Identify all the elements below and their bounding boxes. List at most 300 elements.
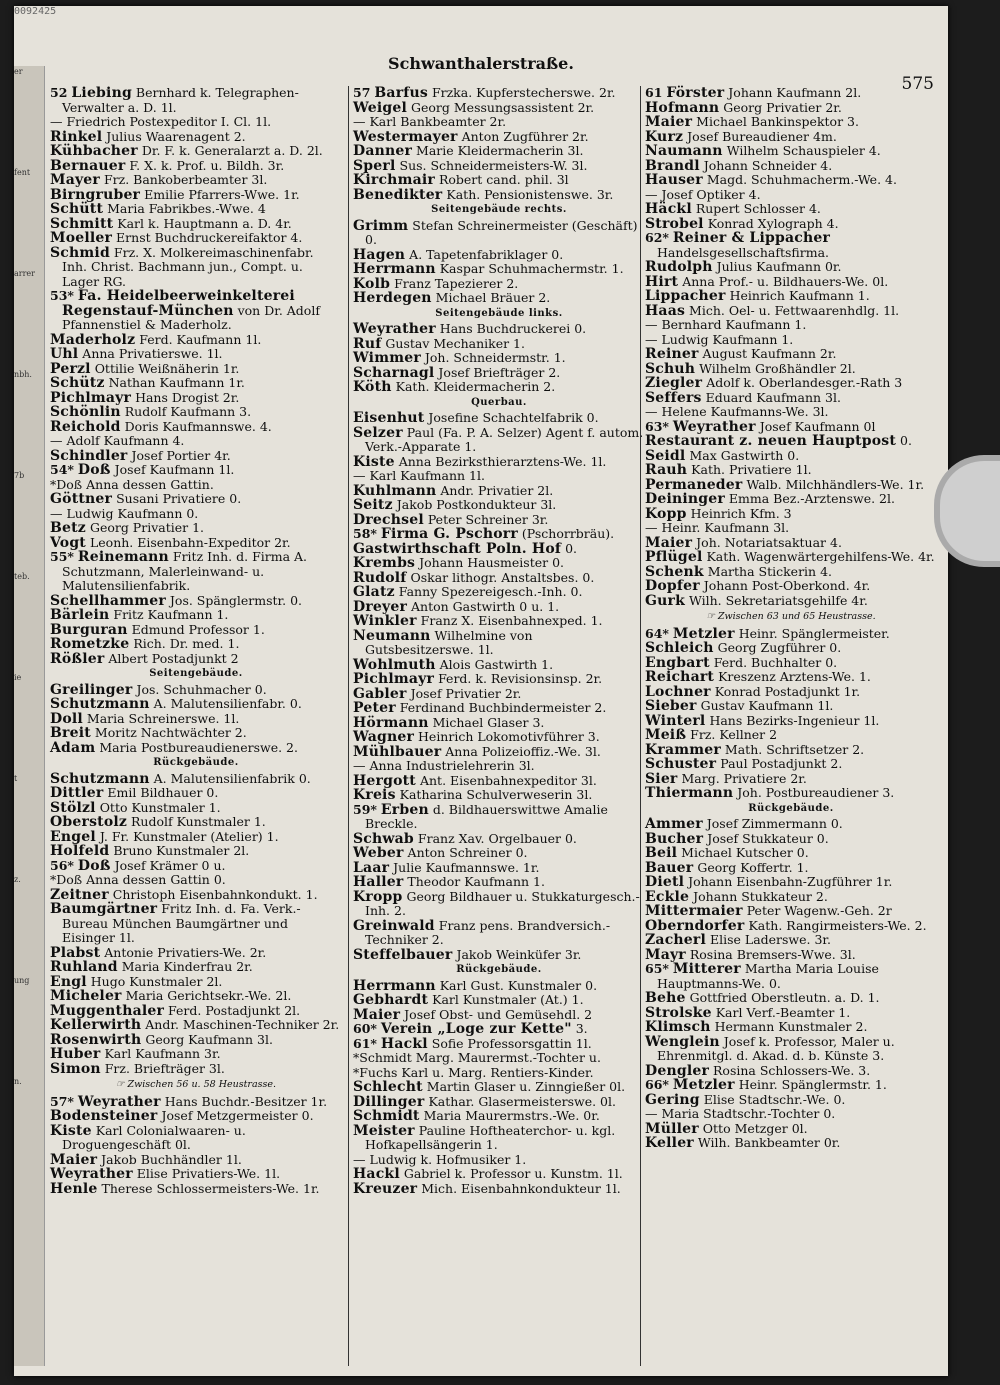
- resident-name: Schmid: [50, 244, 110, 261]
- entry-details: Franz Xav. Orgelbauer 0.: [417, 830, 577, 846]
- directory-entry: [50, 347, 342, 362]
- directory-entry: [50, 550, 342, 594]
- entry-details: Joh. Notariatsaktuar 4.: [696, 534, 842, 550]
- entry-details: Marg. Privatiere 2r.: [681, 770, 807, 786]
- directory-entry: [353, 788, 645, 803]
- entry-details: Josef Krämer 0 u.: [114, 857, 226, 873]
- directory-entry: [50, 1047, 342, 1062]
- directory-entry: [645, 641, 937, 656]
- resident-name: Gastwirthschaft Poln. Hof: [353, 540, 562, 557]
- directory-entry: [645, 449, 937, 464]
- resident-name: Huber: [50, 1046, 101, 1062]
- resident-name: Seitz: [353, 497, 393, 513]
- resident-name: Eckle: [645, 888, 690, 905]
- directory-entry: [645, 565, 937, 580]
- directory-entry: [353, 277, 645, 292]
- entry-details: Maria Gerichtsekr.-We. 2l.: [125, 988, 292, 1003]
- entry-details: Julius Kaufmann 0r.: [716, 259, 842, 274]
- house-number: 63*: [645, 418, 669, 434]
- entry-details: *Fuchs Karl u. Marg. Rentiers-Kinder.: [353, 1064, 594, 1080]
- entry-details: — Ludwig k. Hofmusiker 1.: [353, 1151, 527, 1167]
- entry-details: Otto Kunstmaler 1.: [99, 799, 221, 815]
- directory-entry: [353, 291, 645, 306]
- entry-details: Andr. Privatier 2l.: [440, 482, 554, 498]
- directory-entry: [645, 772, 937, 787]
- entry-details: Ottilie Weißnäherin 1r.: [94, 360, 240, 376]
- house-number: 61: [645, 85, 663, 100]
- entry-details: Rich. Dr. med. 1.: [133, 636, 240, 651]
- house-number: 65*: [645, 961, 669, 976]
- resident-name: Wenglein: [645, 1033, 720, 1050]
- directory-entry: [50, 844, 342, 859]
- directory-entry: [353, 322, 645, 337]
- resident-name: Betz: [50, 520, 86, 536]
- resident-name: Birngruber: [50, 186, 141, 203]
- resident-name: Metzler: [672, 625, 735, 642]
- directory-entry: [645, 492, 937, 507]
- resident-name: Kühbacher: [50, 143, 138, 159]
- edge-fragment: fent: [14, 168, 31, 177]
- directory-entry: [353, 846, 645, 861]
- directory-entry: [353, 993, 645, 1008]
- directory-entry: [645, 1093, 937, 1108]
- directory-entry: [353, 219, 645, 248]
- resident-name: Ziegler: [645, 375, 703, 391]
- resident-name: Doß: [77, 857, 111, 874]
- entry-details: Frz. Bankoberbeamter 3l.: [103, 172, 268, 187]
- entry-details: — Karl Kaufmann 1l.: [353, 468, 485, 483]
- directory-entry: [353, 687, 645, 702]
- directory-entry: [50, 376, 342, 391]
- entry-details: Josef Zimmermann 0.: [706, 816, 843, 831]
- entry-details: Hans Drogist 2r.: [135, 389, 240, 405]
- edge-fragment: er: [14, 67, 23, 76]
- directory-entry: [353, 188, 645, 203]
- resident-name: Beil: [645, 845, 678, 861]
- entry-details: — Ludwig Kaufmann 1.: [645, 331, 794, 347]
- entry-details: Gabriel k. Professor u. Kunstm. 1l.: [403, 1166, 623, 1181]
- entry-details: Michael Glaser 3.: [432, 714, 545, 730]
- resident-name: Pichlmayr: [353, 671, 435, 687]
- resident-name: Bauer: [645, 859, 694, 876]
- resident-name: Westermayer: [353, 128, 458, 145]
- entry-details: — Friedrich Postexpeditor I. Cl. 1l.: [50, 114, 272, 129]
- resident-name: Permaneder: [645, 476, 743, 493]
- directory-entry: [645, 861, 937, 876]
- entry-details: Ferd. Postadjunkt 2l.: [168, 1002, 301, 1018]
- resident-name: Dietl: [645, 874, 685, 890]
- resident-name: Zeitner: [50, 886, 109, 903]
- resident-name: Klimsch: [645, 1019, 711, 1035]
- house-number: 60*: [353, 1021, 377, 1036]
- section-heading: Seitengebäude.: [149, 668, 243, 679]
- entry-details: Math. Schriftsetzer 2.: [724, 741, 865, 757]
- resident-name: Meiß: [645, 727, 687, 743]
- resident-name: Muggenthaler: [50, 1002, 165, 1019]
- directory-entry: [50, 521, 342, 536]
- resident-name: Maier: [353, 1006, 401, 1023]
- resident-name: Reiner: [645, 346, 699, 362]
- resident-name: Lippacher: [645, 288, 726, 304]
- resident-name: Weyrather: [672, 418, 756, 435]
- resident-name: Herrmann: [353, 261, 436, 277]
- entry-details: Johann Kaufmann 2l.: [728, 85, 862, 100]
- directory-entry: [50, 801, 342, 816]
- directory-entry: [50, 86, 342, 115]
- entry-details: Max Gastwirth 0.: [689, 447, 800, 463]
- entry-details: Emma Bez.-Arztenswe. 2l.: [728, 491, 895, 506]
- resident-name: Naumann: [645, 143, 723, 159]
- house-number: 57: [353, 85, 371, 100]
- resident-name: Oberndorfer: [645, 917, 745, 934]
- directory-entry: [645, 991, 937, 1006]
- directory-entry: [50, 989, 342, 1004]
- directory-entry: [353, 101, 645, 116]
- resident-name: Rauh: [645, 462, 688, 478]
- resident-name: Adam: [50, 739, 96, 756]
- resident-name: Göttner: [50, 491, 113, 507]
- resident-name: Winkler: [353, 613, 417, 629]
- resident-name: Restaurant z. neuen Hauptpost: [645, 433, 897, 449]
- resident-name: Dopfer: [645, 578, 700, 594]
- directory-entry: [645, 933, 937, 948]
- resident-name: Rosenwirth: [50, 1031, 142, 1048]
- edge-fragment: arrer: [14, 269, 35, 278]
- directory-entry: [50, 434, 342, 449]
- directory-entry: [50, 1004, 342, 1019]
- resident-name: Strobel: [645, 215, 704, 232]
- house-number: 59*: [353, 801, 377, 817]
- directory-entry: [50, 405, 342, 420]
- resident-name: Maderholz: [50, 331, 136, 348]
- directory-entry: [50, 362, 342, 377]
- entry-details: Joh. Schneidermstr. 1.: [424, 350, 566, 365]
- entry-details: Gustav Mechaniker 1.: [385, 335, 525, 351]
- directory-entry: [353, 701, 645, 716]
- resident-name: Schuster: [645, 756, 717, 772]
- section-heading: Rückgebäude.: [153, 757, 239, 768]
- edge-fragment: ung: [14, 976, 30, 985]
- entry-details: Rosina Schlossers-We. 3.: [713, 1062, 871, 1078]
- entry-details: Martin Glaser u. Zinngießer 0l.: [426, 1079, 626, 1094]
- entry-details: Doris Kaufmannswe. 4.: [124, 418, 272, 434]
- resident-name: Rometzke: [50, 636, 130, 652]
- directory-entry: [645, 743, 937, 758]
- previous-page-edge: [14, 66, 45, 1366]
- entry-details: — Maria Stadtschr.-Tochter 0.: [645, 1106, 836, 1121]
- entry-details: Georg Kaufmann 3l.: [145, 1031, 273, 1047]
- entry-details: Dr. F. k. Generalarzt a. D. 2l.: [141, 143, 323, 158]
- entry-details: Martha Stickerin 4.: [707, 563, 833, 579]
- resident-name: Seidl: [645, 447, 686, 464]
- directory-entry: [353, 979, 645, 994]
- directory-entry: [50, 859, 342, 874]
- entry-details: Georg Koffertr. 1.: [697, 859, 809, 875]
- directory-entry: [645, 376, 937, 391]
- directory-entry: [645, 875, 937, 890]
- entry-details: Emil Bildhauer 0.: [107, 785, 219, 800]
- directory-entry: [353, 130, 645, 145]
- directory-entry: [645, 962, 937, 991]
- entry-details: 0.: [900, 433, 912, 448]
- directory-entry: [353, 861, 645, 876]
- entry-details: Maria Maurermstrs.-We. 0r.: [423, 1108, 600, 1123]
- resident-name: Greinwald: [353, 917, 435, 934]
- directory-entry: [645, 217, 937, 232]
- house-number: 66*: [645, 1077, 669, 1092]
- resident-name: Krembs: [353, 555, 416, 571]
- directory-entry: [645, 846, 937, 861]
- section-heading: Rückgebäude.: [748, 802, 834, 814]
- entry-details: Adolf k. Oberlandesger.-Rath 3: [706, 375, 903, 390]
- entry-details: Marie Kleidermacherin 3l.: [416, 143, 584, 158]
- resident-name: Bärlein: [50, 607, 110, 623]
- directory-entry: [645, 919, 937, 934]
- entry-details: Heinrich Kaufmann 1.: [729, 288, 870, 303]
- resident-name: Kurz: [645, 128, 684, 145]
- directory-entry: [353, 614, 645, 629]
- directory-entry: [645, 391, 937, 406]
- entry-details: — Ludwig Kaufmann 0.: [50, 505, 199, 521]
- directory-entry: [50, 217, 342, 232]
- entry-details: Fritz Kaufmann 1.: [113, 607, 229, 622]
- entry-details: Josef Kaufmann 1l.: [114, 462, 235, 477]
- directory-entry: [645, 904, 937, 919]
- directory-entry: [50, 830, 342, 845]
- entry-details: Alois Gastwirth 1.: [439, 656, 554, 672]
- directory-entry: [645, 1122, 937, 1137]
- resident-name: Hirt: [645, 273, 679, 290]
- directory-entry: [353, 366, 645, 381]
- directory-entry: [353, 1167, 645, 1182]
- directory-entry: [50, 463, 342, 478]
- directory-entry: [645, 1107, 937, 1122]
- directory-entry: [645, 670, 937, 685]
- directory-entry: [645, 434, 937, 449]
- resident-name: Dittler: [50, 785, 104, 801]
- entry-details: Michael Bankinspektor 3.: [696, 114, 859, 129]
- directory-entry: [50, 1153, 342, 1168]
- entry-details: Hans Bezirks-Ingenieur 1l.: [709, 712, 880, 728]
- resident-name: Gering: [645, 1091, 700, 1108]
- edge-fragment: t: [14, 774, 18, 783]
- resident-name: Krammer: [645, 741, 721, 758]
- resident-name: Behe: [645, 990, 686, 1006]
- resident-name: Stölzl: [50, 799, 96, 816]
- entry-details: Susani Privatiere 0.: [116, 491, 242, 506]
- entry-details: Ant. Eisenbahnexpeditor 3l.: [419, 772, 597, 788]
- resident-name: Kiste: [353, 453, 395, 470]
- resident-name: Köth: [353, 379, 392, 395]
- directory-entry: [353, 86, 645, 101]
- page-number: 575: [901, 74, 934, 94]
- column-1: [50, 86, 342, 1196]
- resident-name: Weyrather: [353, 321, 436, 337]
- entry-details: Walb. Milchhändlers-We. 1r.: [746, 476, 925, 492]
- house-number: 53*: [50, 288, 74, 303]
- resident-name: Wimmer: [353, 350, 421, 366]
- directory-entry: [50, 492, 342, 507]
- resident-name: Thiermann: [645, 785, 734, 801]
- directory-entry: [353, 426, 645, 455]
- entry-details: Ferd. Buchhalter 0.: [713, 654, 838, 670]
- entry-details: Jakob Weinküfer 3r.: [456, 946, 582, 962]
- resident-name: Schmitt: [50, 215, 114, 232]
- resident-name: Kolb: [353, 275, 391, 292]
- directory-entry: [50, 231, 342, 246]
- resident-name: Winterl: [645, 712, 706, 729]
- directory-entry: [353, 1095, 645, 1110]
- resident-name: Hagen: [353, 246, 406, 263]
- resident-name: Hofmann: [645, 99, 720, 116]
- directory-entry: [645, 347, 937, 362]
- resident-name: Reichold: [50, 418, 121, 435]
- entry-details: Heinr. Spänglermeister.: [738, 625, 890, 641]
- directory-entry: [645, 1064, 937, 1079]
- entry-details: Josef Bureaudiener 4m.: [687, 128, 837, 144]
- entry-details: Michael Bräuer 2.: [435, 290, 551, 305]
- directory-entry: [50, 420, 342, 435]
- resident-name: Schütt: [50, 201, 104, 217]
- entry-details: Maria Kinderfrau 2r.: [121, 959, 253, 974]
- directory-entry: [50, 478, 342, 493]
- directory-entry: [645, 550, 937, 565]
- directory-entry: [50, 1062, 342, 1077]
- entry-details: Josefine Schachtelfabrik 0.: [428, 410, 599, 425]
- resident-name: Haller: [353, 874, 404, 890]
- directory-entry: [50, 536, 342, 551]
- directory-entry: [50, 173, 342, 188]
- directory-entry: [353, 832, 645, 847]
- entry-details: Josef Privatier 2r.: [410, 685, 522, 701]
- resident-name: Doll: [50, 710, 83, 727]
- house-number: 58*: [353, 526, 377, 541]
- entry-details: Sus. Schneidermeisters-W. 3l.: [399, 157, 588, 173]
- entry-details: Fritz Inh. d. Firma A. Schutzmann, Malerleinwand- u. Malutensilienfabrik.: [62, 549, 307, 593]
- resident-name: Engbart: [645, 654, 710, 671]
- resident-name: Scharnagl: [353, 364, 435, 381]
- entry-details: Julie Kaufmannswe. 1r.: [393, 859, 540, 875]
- entry-details: Bruno Kunstmaler 2l.: [113, 843, 250, 858]
- entry-details: Joh. Postbureaudiener 3.: [737, 785, 895, 800]
- resident-name: Moeller: [50, 230, 113, 246]
- directory-entry: [645, 318, 937, 333]
- entry-details: *Doß Anna dessen Gattin 0.: [50, 872, 226, 887]
- resident-name: Verein „Loge zur Kette": [380, 1021, 572, 1037]
- resident-name: Kreuzer: [353, 1180, 418, 1197]
- directory-entry: [50, 1124, 342, 1153]
- resident-name: Uhl: [50, 346, 79, 362]
- directory-entry: [645, 656, 937, 671]
- resident-name: Dillinger: [353, 1093, 425, 1110]
- entry-details: *Doß Anna dessen Gattin.: [50, 476, 214, 492]
- entry-details: Wilhelm Schauspieler 4.: [726, 143, 881, 158]
- entry-details: Johann Stukkateur 2.: [693, 888, 828, 904]
- directory-entry: [645, 594, 937, 609]
- resident-name: Deininger: [645, 491, 725, 507]
- resident-name: Selzer: [353, 424, 403, 441]
- resident-name: Hackl: [353, 1166, 400, 1182]
- directory-entry: [50, 975, 342, 990]
- directory-entry: [353, 1008, 645, 1023]
- resident-name: Pichlmayr: [50, 389, 132, 406]
- resident-name: Pflügel: [645, 549, 703, 565]
- directory-entry: [50, 873, 342, 888]
- directory-entry: [645, 685, 937, 700]
- directory-entry: [50, 289, 342, 333]
- entry-details: Anton Zugführer 2r.: [461, 128, 589, 144]
- entry-details: Emilie Pfarrers-Wwe. 1r.: [144, 186, 300, 202]
- entry-details: Paul (Fa. P. A. Selzer) Agent f. autom. Verk.-Apparate 1.: [365, 424, 644, 454]
- resident-name: Haas: [645, 302, 686, 319]
- directory-page: [14, 6, 948, 1376]
- directory-entry: [50, 1167, 342, 1182]
- directory-entry: [353, 1066, 645, 1081]
- directory-entry: [645, 173, 937, 188]
- directory-entry: [50, 712, 342, 727]
- entry-details: Josef Stukkateur 0.: [707, 830, 829, 846]
- resident-name: Greilinger: [50, 681, 133, 698]
- resident-name: Schutzmann: [50, 770, 150, 787]
- resident-name: Gurk: [645, 592, 686, 609]
- directory-entry: [645, 231, 937, 260]
- resident-name: Steffelbauer: [353, 946, 453, 963]
- directory-entry: [50, 333, 342, 348]
- directory-entry: [353, 672, 645, 687]
- directory-entry: [645, 1136, 937, 1151]
- entry-details: Anna Bezirksthierarztens-We. 1l.: [398, 453, 607, 469]
- directory-entry: [353, 115, 645, 130]
- directory-entry: [50, 637, 342, 652]
- directory-entry: [645, 304, 937, 319]
- directory-entry: [645, 101, 937, 116]
- entry-details: — Heinr. Kaufmann 3l.: [645, 520, 790, 535]
- entry-details: — Anna Industrielehrerin 3l.: [353, 758, 535, 773]
- edge-fragment: 7b: [14, 471, 25, 480]
- entry-details: Gottfried Oberstleutn. a. D. 1.: [689, 990, 880, 1005]
- directory-entry: [353, 658, 645, 673]
- directory-entry: [645, 521, 937, 536]
- resident-name: Gebhardt: [353, 992, 429, 1008]
- resident-name: Mayr: [645, 946, 686, 963]
- resident-name: Herdegen: [353, 290, 432, 306]
- entry-details: Georg Zugführer 0.: [717, 640, 842, 655]
- directory-entry: [645, 948, 937, 963]
- house-number: 56*: [50, 857, 74, 873]
- resident-name: Ammer: [645, 816, 703, 832]
- entry-details: Josef Briefträger 2.: [438, 364, 561, 380]
- resident-name: Kellerwirth: [50, 1017, 142, 1033]
- directory-entry: [645, 463, 937, 478]
- entry-details: Frzka. Kupferstecherswe. 2r.: [431, 85, 616, 100]
- entry-details: Oskar lithogr. Anstaltsbes. 0.: [410, 569, 595, 585]
- entry-details: Frz. Briefträger 3l.: [104, 1060, 225, 1076]
- entry-details: Leonh. Eisenbahn-Expeditor 2r.: [89, 534, 291, 550]
- directory-entry: [50, 1182, 342, 1197]
- directory-entry: [353, 337, 645, 352]
- resident-name: Hauser: [645, 172, 703, 188]
- house-number: 57*: [50, 1093, 74, 1109]
- entry-details: Mich. Eisenbahnkondukteur 1l.: [421, 1180, 621, 1196]
- directory-entry: [353, 144, 645, 159]
- entry-details: Johann Eisenbahn-Zugführer 1r.: [688, 874, 893, 889]
- directory-entry: [50, 1095, 342, 1110]
- entry-details: Katharina Schulverweserin 3l.: [399, 787, 593, 802]
- directory-entry: [353, 730, 645, 745]
- directory-entry: [353, 351, 645, 366]
- directory-entry: [645, 757, 937, 772]
- directory-entry: [353, 774, 645, 789]
